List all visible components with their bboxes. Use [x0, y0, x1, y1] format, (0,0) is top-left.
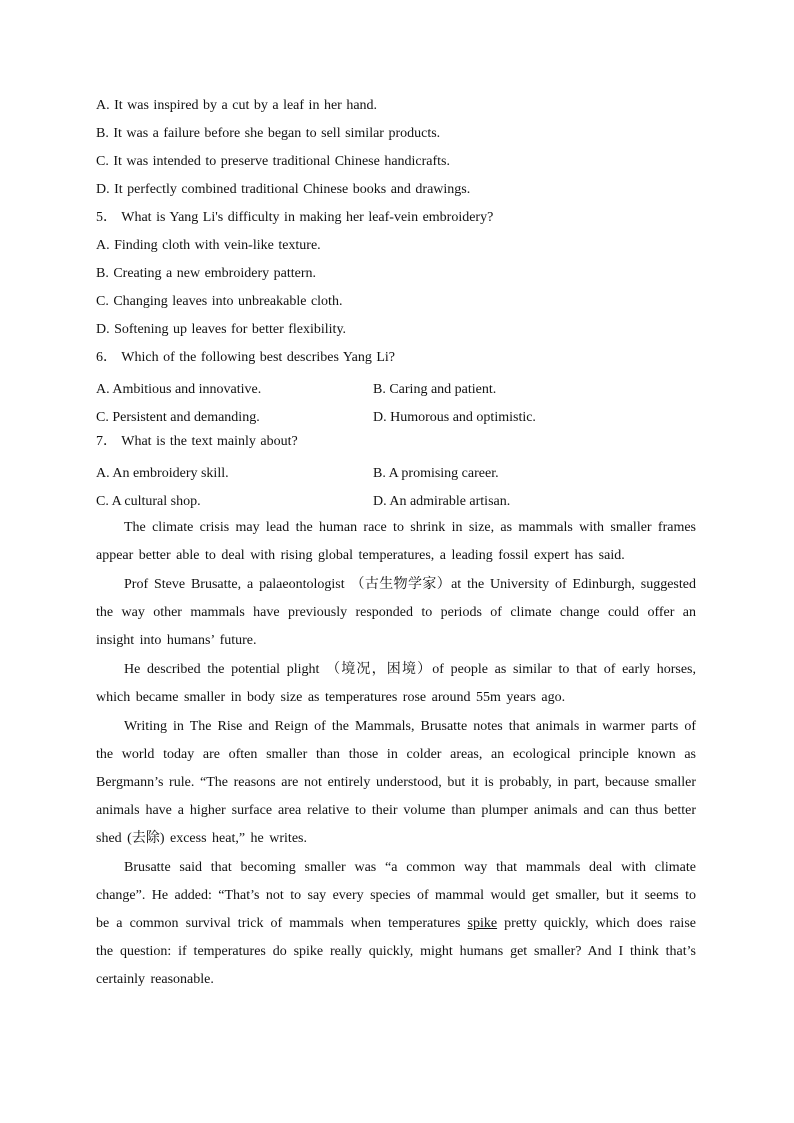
q6-option-c: C. Persistent and demanding.: [96, 410, 260, 425]
q6-stem: 6． Which of the following best describes Yang Li?: [96, 350, 395, 365]
q5-option-b: B. Creating a new embroidery pattern.: [96, 266, 316, 281]
q6-option-d: D. Humorous and optimistic.: [373, 410, 536, 425]
q5-option-d: D. Softening up leaves for better flexibility.: [96, 322, 347, 337]
q4-option-a: A. It was inspired by a cut by a leaf in her hand.: [96, 98, 378, 113]
q6-options-row-2: [96, 402, 696, 430]
q6-options-row-1: [96, 374, 696, 402]
passage-paragraph-3: He described the potential plight （境况，困境）of people as similar to that of early horses, which became smaller in body size as temperatures rose around 55m years ago.: [96, 662, 696, 705]
q5-stem: 5． What is Yang Li's difficulty in making her leaf-vein embroidery?: [96, 210, 494, 225]
passage-paragraph-4: Writing in The Rise and Reign of the Mammals, Brusatte notes that animals in warmer parts of the world today are often smaller than those in colder areas, an ecological principle known as Bergmann’s rule. “The reasons are not entirely understood, but it is probably, in part, because smaller animals have a higher surface area relative to their volume than plumper animals and can thus better shed (去除) excess heat,” he writes.: [96, 719, 696, 846]
q5-option-c: C. Changing leaves into unbreakable cloth.: [96, 294, 343, 309]
p5-text-after: pretty quickly, which does raise the question: if temperatures do spike really quickly, might humans get smaller? And I think that’s certainly reasonable.: [96, 916, 696, 987]
q6-option-a: A. Ambitious and innovative.: [96, 382, 262, 397]
q6-option-b: B. Caring and patient.: [373, 382, 497, 397]
q7-stem: 7． What is the text mainly about?: [96, 434, 298, 449]
p5-text-before: Brusatte said that becoming smaller was “a common way that mammals deal with climate change”. He added: “That’s not to say every species of mammal would get smaller, but it seems to be a common survival trick of mammals when temperatures: [96, 860, 696, 931]
q4-option-c: C. It was intended to preserve traditional Chinese handicrafts.: [96, 154, 451, 169]
q5-option-a: A. Finding cloth with vein-like texture.: [96, 238, 321, 253]
q7-options-row-1: [96, 458, 696, 486]
q7-option-c: C. A cultural shop.: [96, 494, 201, 509]
passage-paragraph-5: [96, 854, 696, 994]
exam-page: [96, 94, 696, 994]
q7-option-a: A. An embroidery skill.: [96, 466, 229, 481]
q4-option-b: B. It was a failure before she began to sell similar products.: [96, 126, 441, 141]
passage-paragraph-2: Prof Steve Brusatte, a palaeontologist （古生物学家）at the University of Edinburgh, suggested the way other mammals have previously responded to periods of climate change could offer an insight into humans’ future.: [96, 577, 696, 648]
q4-option-d: D. It perfectly combined traditional Chinese books and drawings.: [96, 182, 471, 197]
q7-options-row-2: [96, 486, 696, 514]
passage-paragraph-1: The climate crisis may lead the human race to shrink in size, as mammals with smaller frames appear better able to deal with rising global temperatures, a leading fossil expert has said.: [96, 520, 696, 563]
q7-option-b: B. A promising career.: [373, 466, 499, 481]
q7-option-d: D. An admirable artisan.: [373, 494, 511, 509]
underlined-word-spike: spike: [467, 916, 498, 931]
